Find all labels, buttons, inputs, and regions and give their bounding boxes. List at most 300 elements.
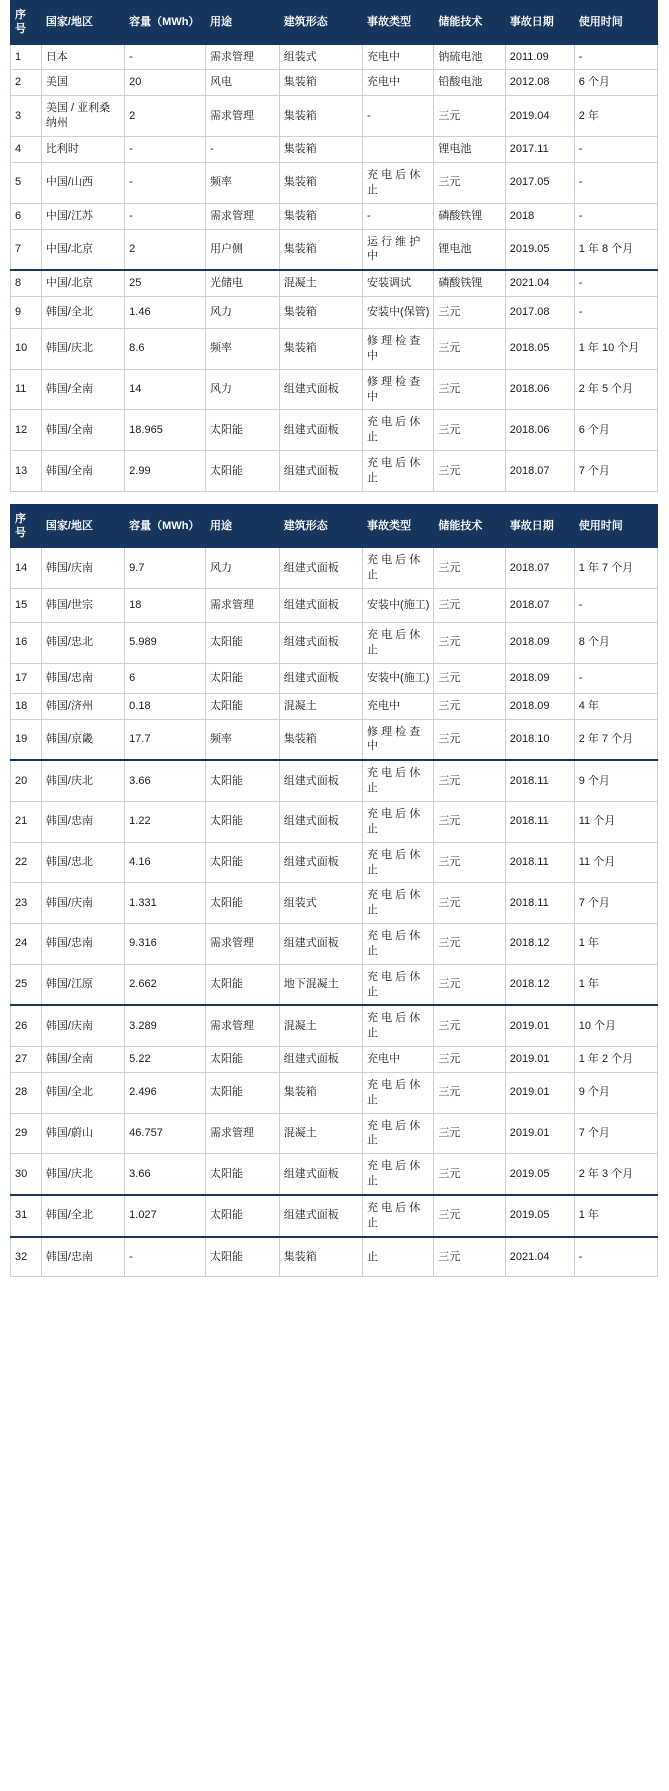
table-row [11, 270, 658, 296]
row-accident-date: 2017.05 [505, 162, 574, 203]
row-service-time: 1 年 [574, 924, 657, 965]
row-usage: 风力 [206, 297, 280, 329]
row-accident-date: 2019.01 [505, 1047, 574, 1073]
row-storage-tech: 三元 [434, 1005, 505, 1046]
table-row [11, 70, 658, 96]
column-header-storage-tech: 储能技术 [434, 1, 505, 45]
row-accident-type: 充 电 后 休 止 [363, 964, 434, 1005]
row-capacity: 9.316 [125, 924, 206, 965]
row-service-time: 1 年 [574, 964, 657, 1005]
row-index: 1 [11, 44, 42, 70]
row-index: 22 [11, 842, 42, 883]
row-capacity: 5.989 [125, 623, 206, 664]
row-country: 韩国/庆北 [41, 1154, 124, 1195]
row-accident-date: 2019.05 [505, 229, 574, 270]
row-accident-type: 修 理 检 查 中 [363, 369, 434, 410]
row-storage-tech: 锂电池 [434, 136, 505, 162]
column-header-storage-tech: 储能技术 [434, 504, 505, 548]
row-storage-tech: 三元 [434, 162, 505, 203]
row-building-type: 混凝土 [279, 1005, 362, 1046]
row-service-time: 2 年 3 个月 [574, 1154, 657, 1195]
row-accident-type: 充 电 后 休 止 [363, 1195, 434, 1237]
row-service-time: - [574, 270, 657, 296]
row-usage: 太阳能 [206, 1237, 280, 1277]
row-service-time: 1 年 8 个月 [574, 229, 657, 270]
row-usage: 需求管理 [206, 1005, 280, 1046]
row-usage: 风力 [206, 548, 280, 589]
row-accident-type: 充电中 [363, 1047, 434, 1073]
row-country: 韩国/忠南 [41, 924, 124, 965]
row-building-type: 混凝土 [279, 1113, 362, 1154]
column-header-accident-type: 事故类型 [363, 1, 434, 45]
row-capacity: 2 [125, 96, 206, 137]
row-accident-type: - [363, 96, 434, 137]
row-index: 5 [11, 162, 42, 203]
row-accident-type: 充 电 后 休 止 [363, 623, 434, 664]
row-index: 27 [11, 1047, 42, 1073]
row-accident-date: 2018.12 [505, 924, 574, 965]
row-usage: 太阳能 [206, 801, 280, 842]
row-usage: 太阳能 [206, 842, 280, 883]
column-header-building-type: 建筑形态 [279, 1, 362, 45]
row-country: 中国/江苏 [41, 203, 124, 229]
table-row [11, 162, 658, 203]
row-storage-tech: 三元 [434, 883, 505, 924]
row-country: 中国/山西 [41, 162, 124, 203]
row-building-type: 组建式面板 [279, 663, 362, 693]
column-header-accident-date: 事故日期 [505, 504, 574, 548]
table-row [11, 589, 658, 623]
row-usage: 风电 [206, 70, 280, 96]
table-header-row-2 [11, 504, 658, 548]
table-row [11, 136, 658, 162]
row-service-time: 11 个月 [574, 801, 657, 842]
row-storage-tech: 三元 [434, 451, 505, 492]
row-accident-date: 2011.09 [505, 44, 574, 70]
row-service-time: 10 个月 [574, 1005, 657, 1046]
row-accident-date: 2018.11 [505, 883, 574, 924]
row-accident-date: 2012.08 [505, 70, 574, 96]
row-accident-type: 充 电 后 休 止 [363, 1154, 434, 1195]
row-storage-tech: 三元 [434, 693, 505, 719]
row-storage-tech: 铅酸电池 [434, 70, 505, 96]
row-accident-date: 2018.09 [505, 623, 574, 664]
row-storage-tech: 三元 [434, 1237, 505, 1277]
row-country: 韩国/忠南 [41, 663, 124, 693]
row-index: 25 [11, 964, 42, 1005]
row-storage-tech: 三元 [434, 1195, 505, 1237]
column-header-country: 国家/地区 [41, 1, 124, 45]
row-country: 韩国/忠北 [41, 623, 124, 664]
row-capacity: - [125, 162, 206, 203]
row-accident-type: 充 电 后 休 止 [363, 410, 434, 451]
row-building-type: 集装箱 [279, 1072, 362, 1113]
row-service-time: 7 个月 [574, 1113, 657, 1154]
row-usage: 太阳能 [206, 663, 280, 693]
row-building-type: 地下混凝土 [279, 964, 362, 1005]
row-country: 韩国/庆北 [41, 760, 124, 801]
row-building-type: 集装箱 [279, 229, 362, 270]
row-accident-date: 2018.06 [505, 410, 574, 451]
column-header-accident-type: 事故类型 [363, 504, 434, 548]
row-index: 13 [11, 451, 42, 492]
column-header-service-time: 使用时间 [574, 504, 657, 548]
row-index: 12 [11, 410, 42, 451]
row-building-type: 集装箱 [279, 70, 362, 96]
row-building-type: 集装箱 [279, 203, 362, 229]
table-row [11, 1154, 658, 1195]
table-row [11, 369, 658, 410]
table-row [11, 1072, 658, 1113]
row-accident-type: 充 电 后 休 止 [363, 842, 434, 883]
row-service-time: 2 年 [574, 96, 657, 137]
row-index: 26 [11, 1005, 42, 1046]
row-usage: 太阳能 [206, 1047, 280, 1073]
row-accident-type: 充 电 后 休 止 [363, 801, 434, 842]
row-country: 韩国/京畿 [41, 719, 124, 760]
row-country: 中国/北京 [41, 270, 124, 296]
row-accident-date: 2019.04 [505, 96, 574, 137]
row-index: 16 [11, 623, 42, 664]
row-country: 韩国/蔚山 [41, 1113, 124, 1154]
row-accident-type [363, 136, 434, 162]
row-capacity: 20 [125, 70, 206, 96]
row-country: 韩国/庆南 [41, 1005, 124, 1046]
row-storage-tech: 三元 [434, 329, 505, 370]
row-index: 7 [11, 229, 42, 270]
row-usage: 太阳能 [206, 1072, 280, 1113]
table-row [11, 924, 658, 965]
row-capacity: 2.99 [125, 451, 206, 492]
row-capacity: 6 [125, 663, 206, 693]
row-accident-type: 充 电 后 休 止 [363, 924, 434, 965]
table-row [11, 410, 658, 451]
row-service-time: - [574, 1237, 657, 1277]
row-capacity: 1.46 [125, 297, 206, 329]
row-capacity: 3.66 [125, 1154, 206, 1195]
row-capacity: 2.662 [125, 964, 206, 1005]
row-capacity: 4.16 [125, 842, 206, 883]
row-storage-tech: 三元 [434, 842, 505, 883]
row-accident-type: 运 行 维 护 中 [363, 229, 434, 270]
row-storage-tech: 三元 [434, 924, 505, 965]
row-accident-type: 充电中 [363, 44, 434, 70]
row-building-type: 组建式面板 [279, 924, 362, 965]
column-header-service-time: 使用时间 [574, 1, 657, 45]
row-storage-tech: 三元 [434, 1113, 505, 1154]
row-usage: - [206, 136, 280, 162]
row-accident-date: 2019.01 [505, 1113, 574, 1154]
row-accident-date: 2018.10 [505, 719, 574, 760]
row-country: 中国/北京 [41, 229, 124, 270]
table-header-row-1 [11, 1, 658, 45]
row-service-time: 7 个月 [574, 451, 657, 492]
row-accident-date: 2018 [505, 203, 574, 229]
row-capacity: - [125, 44, 206, 70]
row-building-type: 组建式面板 [279, 801, 362, 842]
row-accident-date: 2018.11 [505, 760, 574, 801]
row-accident-date: 2021.04 [505, 270, 574, 296]
row-accident-type: 充 电 后 休 止 [363, 451, 434, 492]
table-row [11, 760, 658, 801]
row-capacity: 0.18 [125, 693, 206, 719]
row-building-type: 组建式面板 [279, 1195, 362, 1237]
row-capacity: 18.965 [125, 410, 206, 451]
row-accident-date: 2017.11 [505, 136, 574, 162]
column-header-usage: 用途 [206, 504, 280, 548]
table-row [11, 297, 658, 329]
row-accident-type: 充电中 [363, 70, 434, 96]
row-service-time: - [574, 162, 657, 203]
row-storage-tech: 三元 [434, 96, 505, 137]
row-service-time: - [574, 589, 657, 623]
row-country: 日本 [41, 44, 124, 70]
row-usage: 需求管理 [206, 924, 280, 965]
row-usage: 光储电 [206, 270, 280, 296]
row-storage-tech: 磷酸铁锂 [434, 270, 505, 296]
row-accident-date: 2021.04 [505, 1237, 574, 1277]
row-building-type: 集装箱 [279, 329, 362, 370]
row-storage-tech: 三元 [434, 760, 505, 801]
row-country: 韩国/全南 [41, 451, 124, 492]
row-accident-type: 充 电 后 休 止 [363, 1072, 434, 1113]
row-building-type: 集装箱 [279, 1237, 362, 1277]
row-service-time: 7 个月 [574, 883, 657, 924]
row-building-type: 集装箱 [279, 162, 362, 203]
row-accident-type: 充 电 后 休 止 [363, 548, 434, 589]
row-accident-type: 安装中(施工) [363, 589, 434, 623]
table-row [11, 548, 658, 589]
row-country: 韩国/全南 [41, 410, 124, 451]
row-accident-type: 安装中(施工) [363, 663, 434, 693]
row-index: 18 [11, 693, 42, 719]
row-storage-tech: 三元 [434, 1047, 505, 1073]
row-storage-tech: 钠硫电池 [434, 44, 505, 70]
table-row [11, 964, 658, 1005]
row-capacity: 1.22 [125, 801, 206, 842]
row-capacity: - [125, 203, 206, 229]
row-accident-date: 2018.07 [505, 589, 574, 623]
row-index: 8 [11, 270, 42, 296]
row-accident-type: 修 理 检 查 中 [363, 719, 434, 760]
row-usage: 需求管理 [206, 44, 280, 70]
row-capacity: 1.027 [125, 1195, 206, 1237]
row-building-type: 组建式面板 [279, 1047, 362, 1073]
row-building-type: 组建式面板 [279, 410, 362, 451]
row-accident-date: 2017.08 [505, 297, 574, 329]
row-index: 10 [11, 329, 42, 370]
row-building-type: 混凝土 [279, 270, 362, 296]
row-usage: 需求管理 [206, 1113, 280, 1154]
row-accident-date: 2019.05 [505, 1195, 574, 1237]
row-service-time: 9 个月 [574, 760, 657, 801]
row-country: 韩国/世宗 [41, 589, 124, 623]
row-usage: 风力 [206, 369, 280, 410]
row-building-type: 组建式面板 [279, 451, 362, 492]
row-service-time: 2 年 7 个月 [574, 719, 657, 760]
row-service-time: 2 年 5 个月 [574, 369, 657, 410]
row-capacity: 8.6 [125, 329, 206, 370]
row-accident-type: 充 电 后 休 止 [363, 1005, 434, 1046]
row-storage-tech: 磷酸铁锂 [434, 203, 505, 229]
row-accident-type: 安装中(保管) [363, 297, 434, 329]
row-usage: 太阳能 [206, 693, 280, 719]
column-header-usage: 用途 [206, 1, 280, 45]
row-building-type: 组建式面板 [279, 548, 362, 589]
row-index: 20 [11, 760, 42, 801]
row-country: 韩国/忠南 [41, 1237, 124, 1277]
row-storage-tech: 三元 [434, 297, 505, 329]
table-row [11, 229, 658, 270]
row-storage-tech: 三元 [434, 623, 505, 664]
table-row [11, 663, 658, 693]
row-index: 29 [11, 1113, 42, 1154]
row-service-time: 4 年 [574, 693, 657, 719]
row-index: 30 [11, 1154, 42, 1195]
row-capacity: 2 [125, 229, 206, 270]
column-header-index: 序号 [11, 504, 42, 548]
row-service-time: - [574, 663, 657, 693]
row-accident-type: 止 [363, 1237, 434, 1277]
row-index: 14 [11, 548, 42, 589]
row-accident-type: 安装调试 [363, 270, 434, 296]
row-accident-date: 2019.05 [505, 1154, 574, 1195]
row-storage-tech: 锂电池 [434, 229, 505, 270]
row-usage: 需求管理 [206, 589, 280, 623]
row-country: 韩国/全北 [41, 1072, 124, 1113]
row-usage: 需求管理 [206, 96, 280, 137]
row-index: 4 [11, 136, 42, 162]
accident-table-part1 [10, 0, 658, 492]
row-service-time: - [574, 297, 657, 329]
table-row [11, 719, 658, 760]
row-building-type: 集装箱 [279, 297, 362, 329]
row-accident-date: 2019.01 [505, 1005, 574, 1046]
table-row [11, 883, 658, 924]
row-country: 韩国/庆南 [41, 548, 124, 589]
row-service-time: 1 年 10 个月 [574, 329, 657, 370]
row-accident-date: 2018.11 [505, 801, 574, 842]
row-storage-tech: 三元 [434, 663, 505, 693]
row-building-type: 组建式面板 [279, 369, 362, 410]
row-building-type: 组建式面板 [279, 623, 362, 664]
row-country: 韩国/全北 [41, 297, 124, 329]
table-row [11, 623, 658, 664]
row-building-type: 组装式 [279, 44, 362, 70]
row-accident-type: 充电中 [363, 693, 434, 719]
row-index: 32 [11, 1237, 42, 1277]
row-usage: 太阳能 [206, 410, 280, 451]
row-index: 2 [11, 70, 42, 96]
row-country: 美国 / 亚利桑纳州 [41, 96, 124, 137]
row-service-time: - [574, 136, 657, 162]
row-index: 23 [11, 883, 42, 924]
row-country: 韩国/忠南 [41, 801, 124, 842]
table-row [11, 44, 658, 70]
row-building-type: 混凝土 [279, 693, 362, 719]
row-index: 28 [11, 1072, 42, 1113]
row-accident-date: 2018.07 [505, 548, 574, 589]
row-accident-type: 充 电 后 休 止 [363, 760, 434, 801]
row-service-time: 1 年 2 个月 [574, 1047, 657, 1073]
row-storage-tech: 三元 [434, 719, 505, 760]
row-service-time: 6 个月 [574, 70, 657, 96]
row-index: 11 [11, 369, 42, 410]
row-capacity: 3.66 [125, 760, 206, 801]
row-accident-type: 充 电 后 休 止 [363, 1113, 434, 1154]
row-index: 31 [11, 1195, 42, 1237]
table-row [11, 842, 658, 883]
row-country: 比利时 [41, 136, 124, 162]
row-accident-date: 2018.07 [505, 451, 574, 492]
row-index: 17 [11, 663, 42, 693]
row-capacity: 5.22 [125, 1047, 206, 1073]
row-capacity: 1.331 [125, 883, 206, 924]
column-header-capacity: 容量（MWh） [125, 504, 206, 548]
row-building-type: 集装箱 [279, 136, 362, 162]
table-row [11, 1195, 658, 1237]
row-storage-tech: 三元 [434, 964, 505, 1005]
row-accident-type: - [363, 203, 434, 229]
table-row [11, 1237, 658, 1277]
column-header-capacity: 容量（MWh） [125, 1, 206, 45]
row-capacity: 17.7 [125, 719, 206, 760]
row-usage: 太阳能 [206, 964, 280, 1005]
row-country: 韩国/江原 [41, 964, 124, 1005]
table-row [11, 1047, 658, 1073]
row-building-type: 组建式面板 [279, 1154, 362, 1195]
row-building-type: 组装式 [279, 883, 362, 924]
row-usage: 太阳能 [206, 451, 280, 492]
row-building-type: 集装箱 [279, 96, 362, 137]
row-accident-date: 2018.05 [505, 329, 574, 370]
row-country: 韩国/全南 [41, 369, 124, 410]
row-storage-tech: 三元 [434, 1072, 505, 1113]
table-row [11, 451, 658, 492]
row-usage: 太阳能 [206, 760, 280, 801]
row-service-time: 11 个月 [574, 842, 657, 883]
row-building-type: 组建式面板 [279, 760, 362, 801]
row-usage: 太阳能 [206, 1154, 280, 1195]
row-country: 韩国/济州 [41, 693, 124, 719]
row-service-time: - [574, 44, 657, 70]
table-row [11, 693, 658, 719]
row-index: 15 [11, 589, 42, 623]
row-index: 19 [11, 719, 42, 760]
row-capacity: - [125, 1237, 206, 1277]
table-row [11, 801, 658, 842]
row-country: 韩国/全北 [41, 1195, 124, 1237]
row-building-type: 集装箱 [279, 719, 362, 760]
row-usage: 频率 [206, 162, 280, 203]
row-storage-tech: 三元 [434, 589, 505, 623]
row-service-time: 6 个月 [574, 410, 657, 451]
row-accident-date: 2018.11 [505, 842, 574, 883]
row-storage-tech: 三元 [434, 1154, 505, 1195]
table-row [11, 329, 658, 370]
table-block-divider [0, 492, 669, 504]
row-usage: 太阳能 [206, 623, 280, 664]
row-usage: 频率 [206, 719, 280, 760]
row-capacity: 18 [125, 589, 206, 623]
row-capacity: 25 [125, 270, 206, 296]
row-usage: 频率 [206, 329, 280, 370]
row-service-time: 1 年 [574, 1195, 657, 1237]
row-accident-date: 2018.09 [505, 693, 574, 719]
column-header-accident-date: 事故日期 [505, 1, 574, 45]
row-capacity: 3.289 [125, 1005, 206, 1046]
row-accident-date: 2019.01 [505, 1072, 574, 1113]
